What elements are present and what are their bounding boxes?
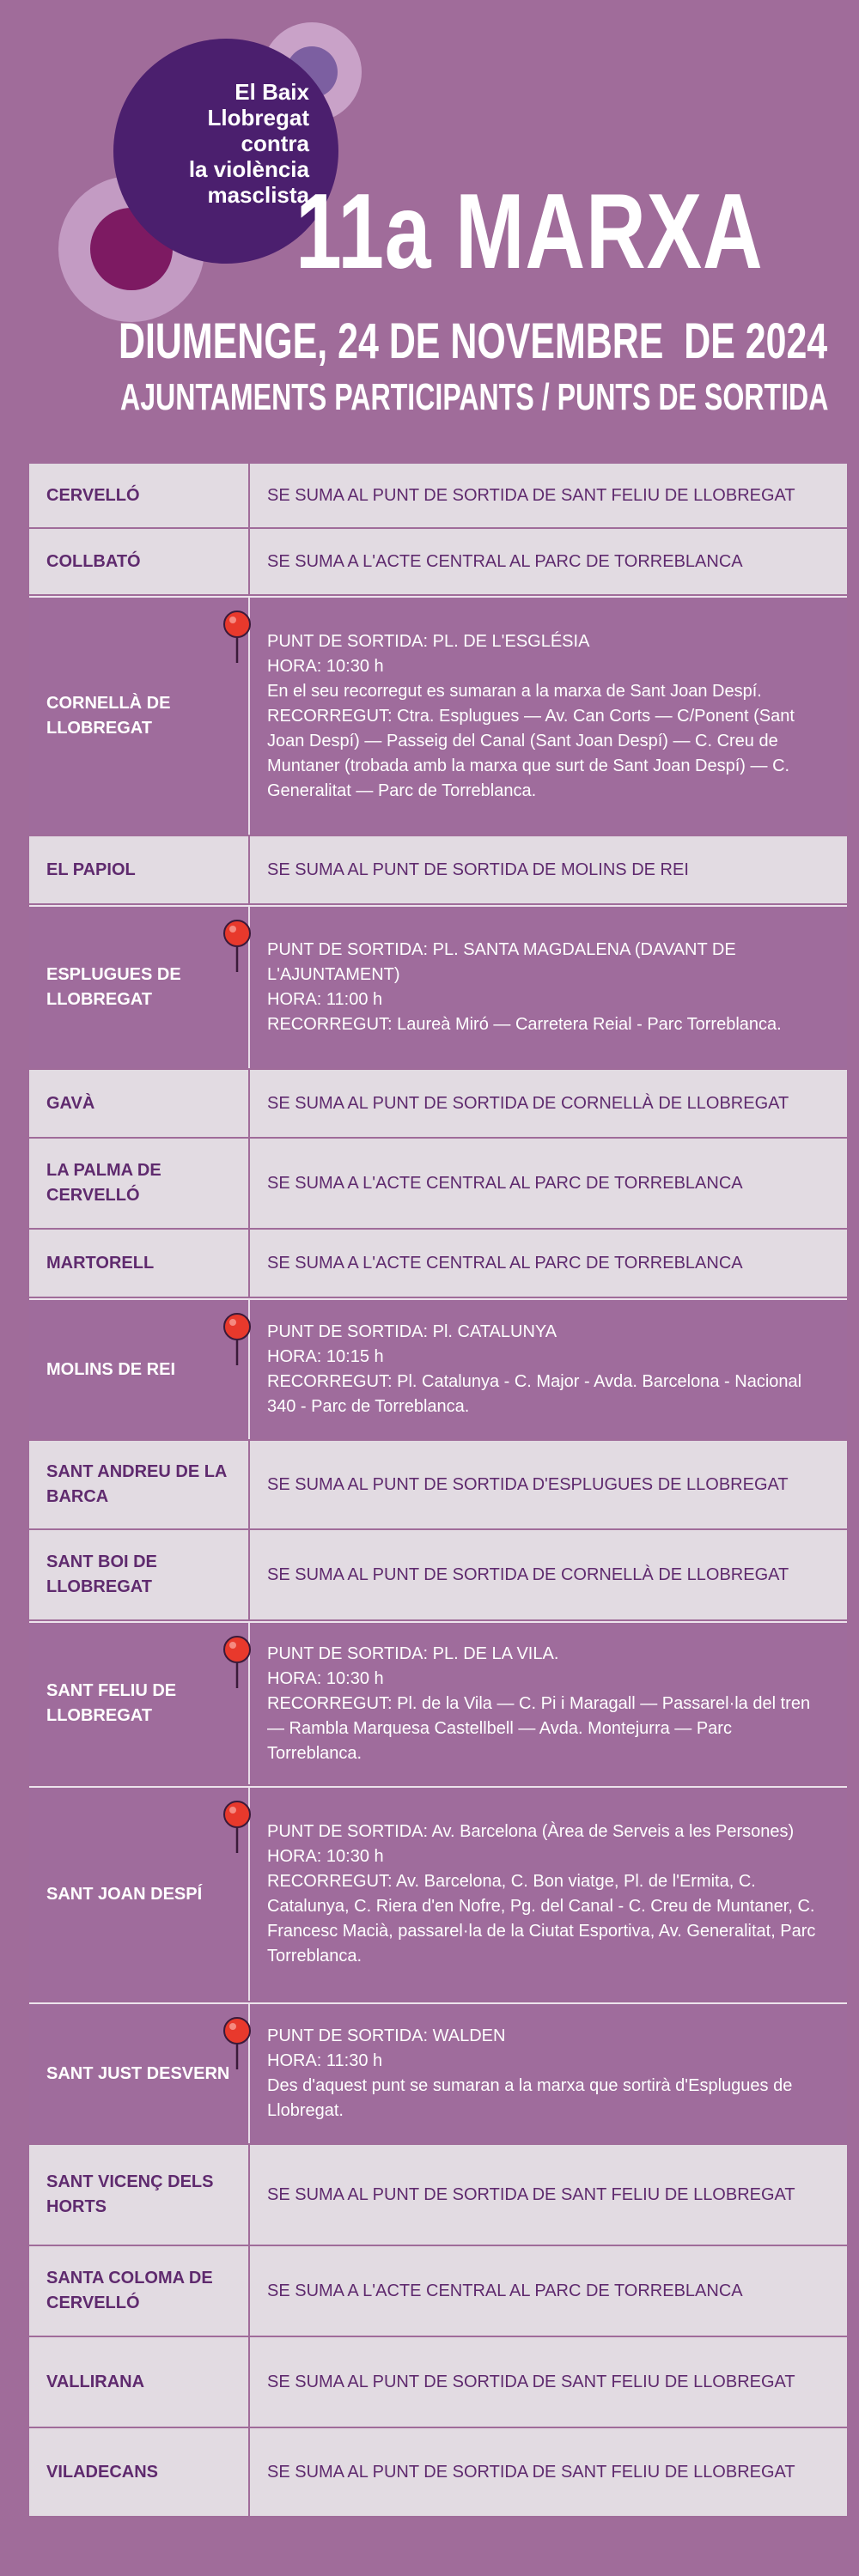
info-line: PUNT DE SORTIDA: PL. DE L'ESGLÉSIA xyxy=(267,631,590,651)
info-line: SE SUMA A L'ACTE CENTRAL AL PARC DE TORREBLANCA xyxy=(267,551,743,571)
route-info xyxy=(250,2337,847,2427)
municipality-name: SANT BOI DE LLOBREGAT xyxy=(46,1552,157,1596)
route-info xyxy=(250,1230,847,1297)
info-line: RECORREGUT: Pl. Catalunya - C. Major - Avda. Barcelona - Nacional 340 - Parc de Torreblanca. xyxy=(267,1372,802,1416)
info-line: HORA: 10:30 h xyxy=(267,1847,384,1866)
info-line: RECORREGUT: Ctra. Esplugues — Av. Can Corts — C/Ponent (Sant Joan Despí) — Passeig del Canal (Sant Joan Despí) — C. Creu de Muntaner (trobada amb la marxa que surt de Sant Joan Despí) — C. Generalitat — Parc de Torreblanca. xyxy=(267,706,795,800)
info-line: PUNT DE SORTIDA: WALDEN xyxy=(267,2026,506,2045)
municipality-name: SANT ANDREU DE LA BARCA xyxy=(46,1462,227,1506)
table-row xyxy=(29,2145,847,2246)
info-line: HORA: 10:15 h xyxy=(267,1347,384,1366)
municipality-name: LA PALMA DE CERVELLÓ xyxy=(46,1161,161,1205)
table-row xyxy=(29,1621,847,1786)
location-pin-icon xyxy=(222,1800,253,1855)
info-line: SE SUMA AL PUNT DE SORTIDA DE CORNELLÀ DE LLOBREGAT xyxy=(267,1093,789,1113)
location-pin-icon xyxy=(222,919,253,974)
location-pin-icon xyxy=(222,610,253,665)
info-line: SE SUMA AL PUNT DE SORTIDA DE MOLINS DE REI xyxy=(267,860,689,879)
event-date: DIUMENGE, 24 DE NOVEMBRE DE 2024 xyxy=(119,313,828,369)
info-line: SE SUMA AL PUNT DE SORTIDA DE CORNELLÀ DE LLOBREGAT xyxy=(267,1564,789,1584)
municipality-name: CORNELLÀ DE LLOBREGAT xyxy=(46,694,171,738)
table-row xyxy=(29,529,847,596)
location-pin-icon xyxy=(222,2016,253,2071)
municipality-name: VALLIRANA xyxy=(46,2372,145,2391)
route-info xyxy=(250,464,847,527)
info-line: PUNT DE SORTIDA: Av. Barcelona (Àrea de Serveis a les Persones) xyxy=(267,1822,795,1841)
table-row xyxy=(29,905,847,1070)
route-info xyxy=(250,1623,847,1784)
info-line: SE SUMA A L'ACTE CENTRAL AL PARC DE TORREBLANCA xyxy=(267,1253,743,1273)
municipality-name: MOLINS DE REI xyxy=(46,1359,176,1379)
table-row xyxy=(29,2246,847,2337)
table-row xyxy=(29,1139,847,1230)
municipality-name: MARTORELL xyxy=(46,1253,155,1273)
info-line: HORA: 10:30 h xyxy=(267,1668,384,1688)
municipality-name: EL PAPIOL xyxy=(46,860,136,879)
municipality-name: SANT FELIU DE LLOBREGAT xyxy=(46,1681,177,1725)
table-row xyxy=(29,2428,847,2518)
municipality-name: SANT JOAN DESPÍ xyxy=(46,1884,203,1904)
route-info xyxy=(250,1530,847,1619)
info-line: PUNT DE SORTIDA: PL. SANTA MAGDALENA (DAVANT DE L'AJUNTAMENT) xyxy=(267,940,736,984)
logo-line: Llobregat xyxy=(207,105,309,131)
location-pin-icon xyxy=(222,1312,253,1367)
info-line: HORA: 11:30 h xyxy=(267,2051,383,2070)
info-line: SE SUMA AL PUNT DE SORTIDA DE SANT FELIU DE LLOBREGAT xyxy=(267,485,795,505)
header xyxy=(0,0,859,464)
municipality-name: COLLBATÓ xyxy=(46,551,141,571)
logo-line: El Baix xyxy=(235,79,309,105)
info-line: PUNT DE SORTIDA: Pl. CATALUNYA xyxy=(267,1322,557,1341)
info-line: RECORREGUT: Av. Barcelona, C. Bon viatge, Pl. de l'Ermita, C. Catalunya, C. Riera d'en Nofre, Pg. del Canal - C. Creu de Muntaner, C. Francesc Macià, passarel·la de la Ciutat Esportiva, Av. Generalitat, Parc Torreblanca. xyxy=(267,1872,816,1965)
municipality-name: CERVELLÓ xyxy=(46,485,140,505)
location-pin-icon xyxy=(222,1635,253,1690)
table-row xyxy=(29,1786,847,2002)
info-line: SE SUMA A L'ACTE CENTRAL AL PARC DE TORREBLANCA xyxy=(267,1173,743,1193)
logo-line: contra xyxy=(241,131,309,156)
route-info xyxy=(250,2428,847,2516)
route-info xyxy=(250,529,847,594)
table-row xyxy=(29,2337,847,2428)
route-info xyxy=(250,1139,847,1228)
table-row xyxy=(29,1070,847,1139)
route-info xyxy=(250,907,847,1068)
info-line: En el seu recorregut es sumaran a la marxa de Sant Joan Despí. xyxy=(267,681,762,701)
route-info xyxy=(250,598,847,835)
info-line: HORA: 11:00 h xyxy=(267,990,383,1009)
route-info xyxy=(250,2246,847,2336)
logo-line: la violència xyxy=(188,156,309,182)
info-line: SE SUMA AL PUNT DE SORTIDA DE SANT FELIU DE LLOBREGAT xyxy=(267,2184,795,2204)
route-info xyxy=(250,2145,847,2245)
logo-line: masclista xyxy=(207,182,309,208)
route-info xyxy=(250,836,847,903)
municipality-name: SANT JUST DESVERN xyxy=(46,2063,230,2083)
table-row xyxy=(29,1230,847,1298)
info-line: RECORREGUT: Laureà Miró — Carretera Reial - Parc Torreblanca. xyxy=(267,1015,782,1034)
route-info xyxy=(250,1070,847,1137)
municipality-name: GAVÀ xyxy=(46,1093,95,1113)
municipality-name: SANTA COLOMA DE CERVELLÓ xyxy=(46,2269,213,2312)
info-line: Des d'aquest punt se sumaran a la marxa que sortirà d'Esplugues de Llobregat. xyxy=(267,2076,793,2120)
table-row xyxy=(29,464,847,529)
participants-table xyxy=(29,464,847,2518)
table-row xyxy=(29,2002,847,2145)
table-row xyxy=(29,1530,847,1621)
municipality-name: SANT VICENÇ DELS HORTS xyxy=(46,2172,214,2216)
table-row xyxy=(29,596,847,836)
table-row xyxy=(29,1298,847,1441)
info-line: SE SUMA A L'ACTE CENTRAL AL PARC DE TORREBLANCA xyxy=(267,2281,743,2300)
info-line: HORA: 10:30 h xyxy=(267,656,384,676)
info-line: SE SUMA AL PUNT DE SORTIDA DE SANT FELIU DE LLOBREGAT xyxy=(267,2462,795,2482)
route-info xyxy=(250,1788,847,2001)
logo-text xyxy=(151,79,309,208)
route-info xyxy=(250,1441,847,1528)
info-line: PUNT DE SORTIDA: PL. DE LA VILA. xyxy=(267,1643,559,1663)
municipality-name: ESPLUGUES DE LLOBREGAT xyxy=(46,965,181,1009)
info-line: RECORREGUT: Pl. de la Vila — C. Pi i Maragall — Passarel·la del tren — Rambla Marquesa Castellbell — Avda. Montejurra — Parc Torreblanca. xyxy=(267,1693,811,1763)
route-info xyxy=(250,1300,847,1439)
page-subtitle: AJUNTAMENTS PARTICIPANTS / PUNTS DE SORTIDA xyxy=(120,376,829,418)
page-title: 11a MARXA xyxy=(295,173,764,291)
route-info xyxy=(250,2004,847,2143)
info-line: SE SUMA AL PUNT DE SORTIDA DE SANT FELIU DE LLOBREGAT xyxy=(267,2372,795,2391)
table-row xyxy=(29,836,847,905)
table-row xyxy=(29,1441,847,1530)
info-line: SE SUMA AL PUNT DE SORTIDA D'ESPLUGUES DE LLOBREGAT xyxy=(267,1474,789,1494)
municipality-name: VILADECANS xyxy=(46,2462,159,2482)
